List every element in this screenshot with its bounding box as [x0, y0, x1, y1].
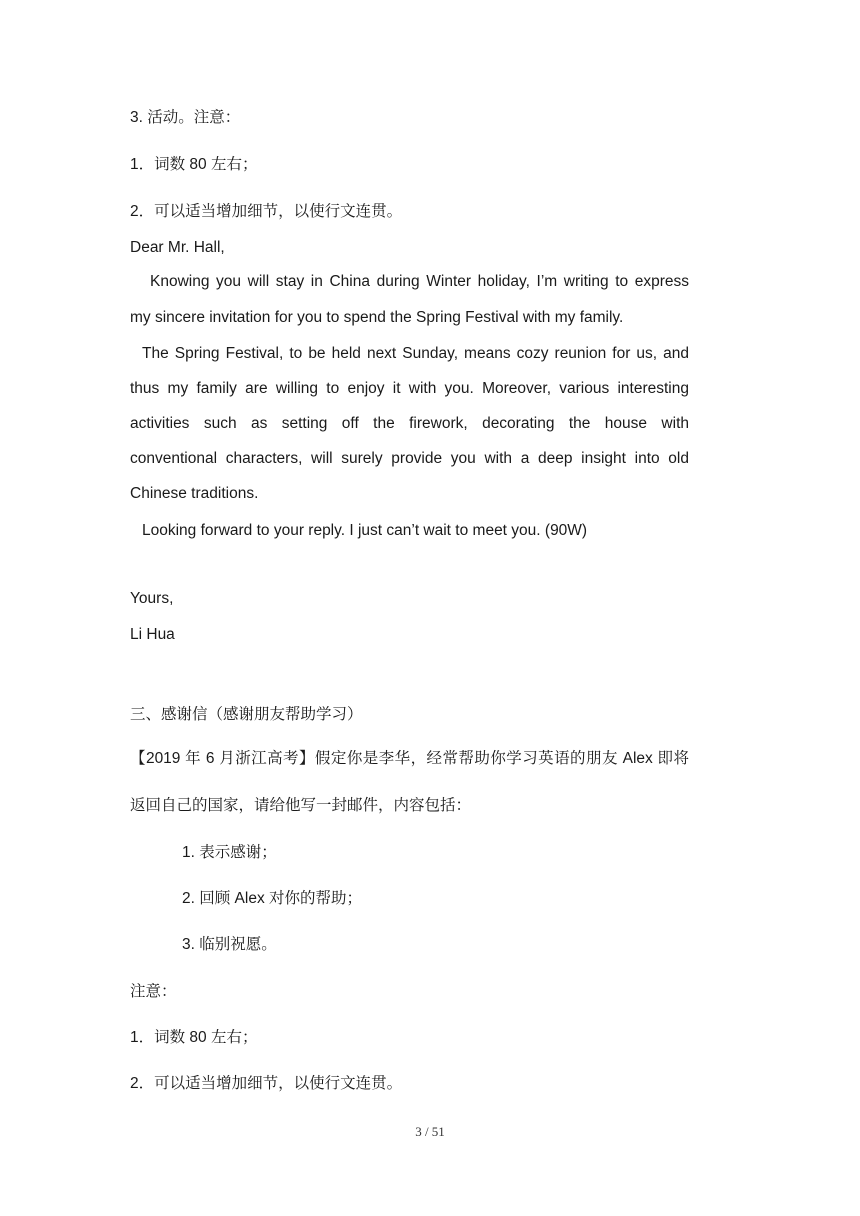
letter-paragraph-1-line-1: Knowing you will stay in China during Winter holiday, I’m writing to express — [150, 273, 689, 290]
letter-paragraph-1-line-2: my sincere invitation for you to spend the Spring Festival with my family. — [130, 309, 624, 326]
section-heading: 三、感谢信（感谢朋友帮助学习） — [130, 706, 363, 723]
note-2: 2．可以适当增加细节，以使行文连贯。 — [130, 1075, 403, 1092]
letter-paragraph-2-line-4: conventional characters, will surely provide you with a deep insight into old — [130, 450, 689, 467]
content-item-3: 3. 临别祝愿。 — [182, 936, 277, 953]
letter-signature: Li Hua — [130, 626, 175, 643]
letter-closing: Yours, — [130, 590, 174, 607]
letter-salutation: Dear Mr. Hall, — [130, 239, 225, 256]
previous-note-1: 1．词数 80 左右； — [130, 156, 258, 173]
content-item-2: 2. 回顾 Alex 对你的帮助； — [182, 890, 362, 907]
prompt-line-1: 【2019 年 6 月浙江高考】假定你是李华，经常帮助你学习英语的朋友 Alex 即将 — [130, 750, 689, 767]
letter-paragraph-2-line-3: activities such as setting off the firework, decorating the house with — [130, 415, 689, 432]
content-item-1: 1. 表示感谢； — [182, 844, 277, 861]
note-1: 1．词数 80 左右； — [130, 1029, 258, 1046]
notes-label: 注意： — [130, 983, 177, 1000]
letter-paragraph-2-line-1: The Spring Festival, to be held next Sunday, means cozy reunion for us, and — [142, 345, 689, 362]
prompt-line-2: 返回自己的国家，请给他写一封邮件，内容包括： — [130, 797, 472, 814]
previous-item-3: 3. 活动。注意： — [130, 109, 241, 126]
letter-paragraph-2-line-5: Chinese traditions. — [130, 485, 259, 502]
page-number: 3 / 51 — [415, 1124, 445, 1139]
letter-paragraph-3: Looking forward to your reply. I just can’t wait to meet you. (90W) — [142, 522, 588, 539]
previous-note-2: 2．可以适当增加细节，以使行文连贯。 — [130, 203, 403, 220]
letter-paragraph-2-line-2: thus my family are willing to enjoy it with you. Moreover, various interesting — [130, 380, 689, 397]
